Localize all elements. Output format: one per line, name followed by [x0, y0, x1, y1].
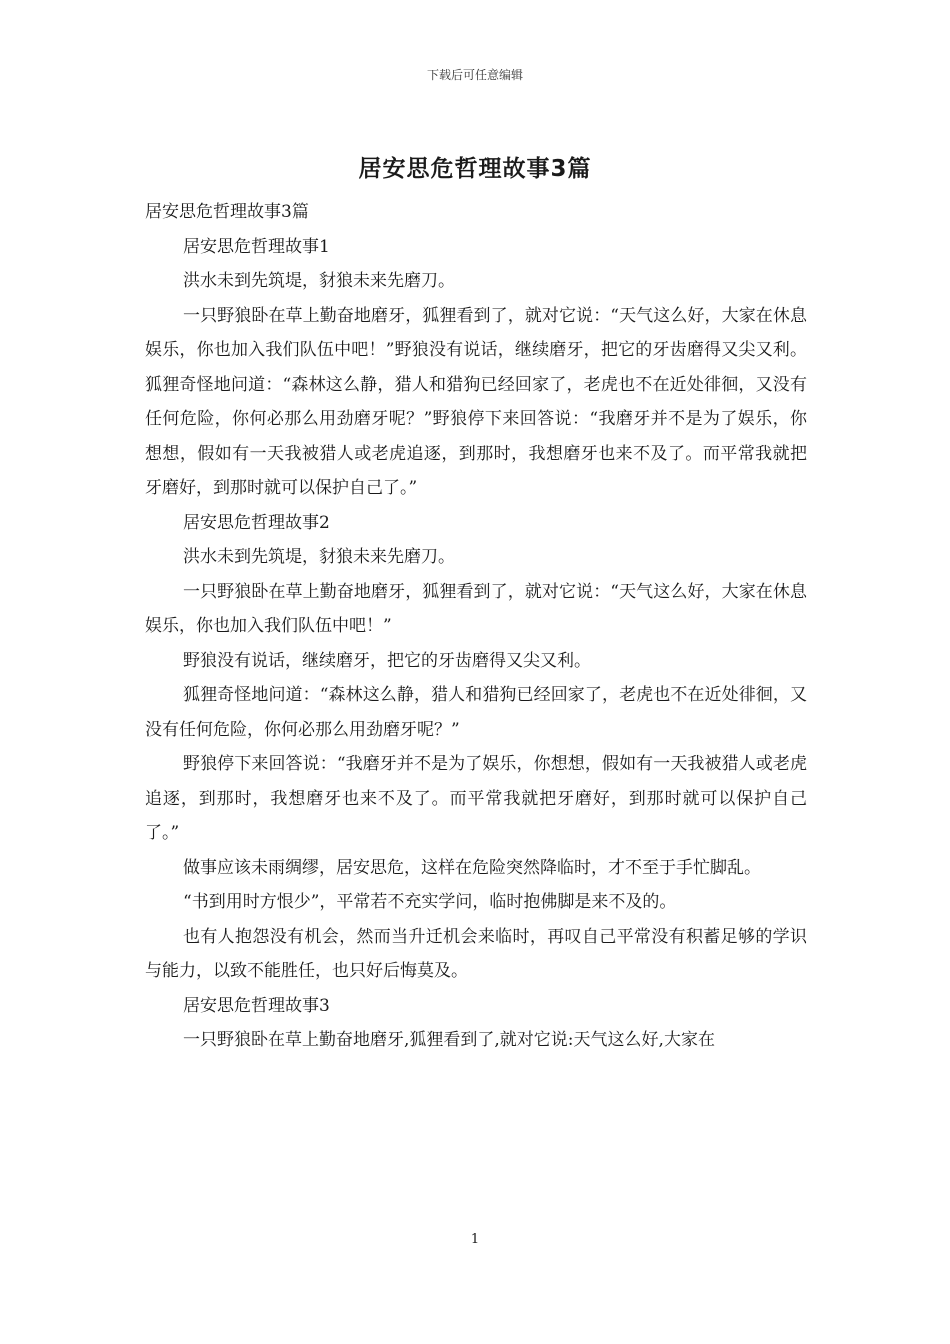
page-header: 下载后可任意编辑: [426, 68, 523, 82]
paragraph: 一只野狼卧在草上勤奋地磨牙,狐狸看到了,就对它说:天气这么好,大家在: [183, 1030, 715, 1050]
paragraph: 狐狸奇怪地问道：“森林这么静，猎人和猎狗已经回家了，老虎也不在近处徘徊，又没有任何危险，你何必那么用劲磨牙呢？”: [145, 685, 807, 740]
page-number: 1: [470, 1232, 480, 1247]
paragraph: 野狼没有说话，继续磨牙，把它的牙齿磨得又尖又利。: [183, 650, 591, 671]
paragraph: 野狼停下来回答说：“我磨牙并不是为了娱乐，你想想，假如有一天我被猎人或老虎追逐，到那时，我想磨牙也来不及了。而平常我就把牙磨好，到那时就可以保护自己了。”: [145, 754, 807, 843]
paragraph: 一只野狼卧在草上勤奋地磨牙，狐狸看到了，就对它说：“天气这么好，大家在休息娱乐，你也加入我们队伍中吧！”野狼没有说话，继续磨牙，把它的牙齿磨得又尖又利。狐狸奇怪地问道：“森林这么静，猎人和猎狗已经回家了，老虎也不在近处徘徊，又没有任何危险，你何必那么用劲磨牙呢？”野狼停下来回答说：“我磨牙并不是为了娱乐，你想想，假如有一天我被猎人或老虎追逐，到那时，我想磨牙也来不及了。而平常我就把牙磨好，到那时就可以保护自己了。”: [145, 305, 807, 498]
document-title: 居安思危哲理故事3篇: [358, 156, 592, 182]
paragraph: 也有人抱怨没有机会，然而当升迁机会来临时，再叹自己平常没有积蓄足够的学识与能力，以致不能胜任，也只好后悔莫及。: [145, 926, 807, 981]
paragraph: 一只野狼卧在草上勤奋地磨牙，狐狸看到了，就对它说：“天气这么好，大家在休息娱乐，你也加入我们队伍中吧！”: [145, 581, 807, 636]
paragraph: 居安思危哲理故事3篇: [145, 202, 309, 222]
paragraph: “书到用时方恨少”，平常若不充实学问，临时抱佛脚是来不及的。: [183, 892, 677, 912]
document-body: [145, 195, 807, 1058]
paragraph: 洪水未到先筑堤，豺狼未来先磨刀。: [183, 547, 455, 567]
paragraph: 做事应该未雨绸缪，居安思危，这样在危险突然降临时，才不至于手忙脚乱。: [183, 857, 761, 878]
paragraph: 居安思危哲理故事1: [183, 236, 330, 257]
paragraph: 居安思危哲理故事2: [183, 512, 330, 533]
paragraph: 居安思危哲理故事3: [183, 995, 330, 1016]
paragraph: 洪水未到先筑堤，豺狼未来先磨刀。: [183, 271, 455, 291]
